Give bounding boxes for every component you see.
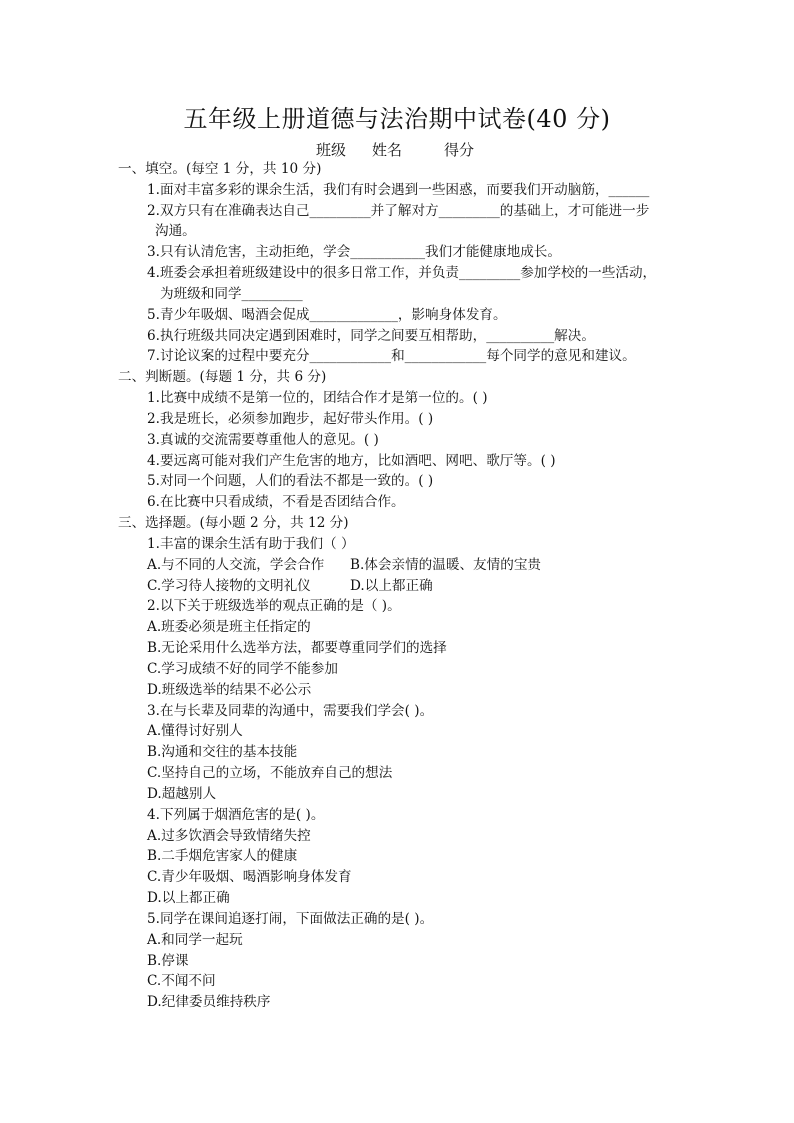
choice-option-c: C.学习成绩不好的同学不能参加 <box>147 661 338 677</box>
true-false-item: 2.我是班长，必须参加跑步，起好带头作用。( ) <box>147 411 434 427</box>
fill-blank-question-2-cont: 沟通。 <box>155 223 196 239</box>
choice-question-4: 4.下列属于烟酒危害的是( )。 <box>147 807 325 823</box>
true-false-item: 4.要远离可能对我们产生危害的地方，比如酒吧、网吧、歌厅等。( ) <box>147 453 556 469</box>
choice-option-c: C.学习待人接物的文明礼仪 <box>147 578 311 594</box>
page-title: 五年级上册道德与法治期中试卷(40 分) <box>183 105 611 133</box>
choice-option-d: D.超越别人 <box>147 786 217 802</box>
choice-option-d: D.班级选举的结果不必公示 <box>147 682 312 698</box>
fill-blank-question-2: 2.双方只有在准确表达自己_________并了解对方_________的基础上，才可能进一步 <box>147 203 650 219</box>
choice-question-2: 2.以下关于班级选举的观点正确的是（ )。 <box>147 598 401 614</box>
choice-option-a: A.过多饮酒会导致情绪失控 <box>147 828 311 844</box>
choice-option-a: A.与不同的人交流，学会合作 <box>147 557 325 573</box>
fill-blank-question-5: 5.青少年吸烟、喝酒会促成_____________，影响身体发育。 <box>147 307 507 323</box>
choice-option-c: C.不闻不问 <box>147 973 216 989</box>
section-heading-true-false: 二、判断题。(每题 1 分，共 6 分) <box>118 369 327 385</box>
true-false-item: 1.比赛中成绩不是第一位的，团结合作才是第一位的。( ) <box>147 390 488 406</box>
choice-question-3: 3.在与长辈及同辈的沟通中，需要我们学会( )。 <box>147 703 434 719</box>
choice-option-b: B.沟通和交往的基本技能 <box>147 744 298 760</box>
choice-question-5: 5.同学在课间追逐打闹，下面做法正确的是( )。 <box>147 911 434 927</box>
choice-option-d: D.以上都正确 <box>147 890 230 906</box>
choice-option-a: A.和同学一起玩 <box>147 932 243 948</box>
choice-option-b: B.停课 <box>147 953 189 969</box>
class-label: 班级 <box>316 141 347 159</box>
name-label: 姓名 <box>372 141 403 159</box>
fill-blank-question-6: 6.执行班级共同决定遇到困难时，同学之间要互相帮助，__________解决。 <box>147 328 595 344</box>
choice-option-b: B.无论采用什么选举方法，都要尊重同学们的选择 <box>147 640 447 656</box>
fill-blank-question-7: 7.讨论议案的过程中要充分____________和____________每个同学的意见和建议。 <box>147 348 636 364</box>
choice-option-b: B.体会亲情的温暖、友情的宝贵 <box>350 557 542 573</box>
choice-option-a: A.班委必须是班主任指定的 <box>147 619 311 635</box>
choice-option-b: B.二手烟危害家人的健康 <box>147 848 298 864</box>
true-false-item: 3.真诚的交流需要尊重他人的意见。( ) <box>147 432 379 448</box>
section-heading-fill-blank: 一、填空。(每空 1 分，共 10 分) <box>118 161 322 177</box>
fill-blank-question-4: 4.班委会承担着班级建设中的很多日常工作，并负责_________参加学校的一些活动， <box>147 265 657 281</box>
choice-question-1: 1.丰富的课余生活有助于我们（ ） <box>147 536 355 552</box>
choice-option-c: C.青少年吸烟、喝酒影响身体发育 <box>147 869 352 885</box>
choice-option-d: D.纪律委员维持秩序 <box>147 994 271 1010</box>
choice-option-d: D.以上都正确 <box>350 578 433 594</box>
choice-option-a: A.懂得讨好别人 <box>147 723 243 739</box>
true-false-item: 5.对同一个问题，人们的看法不都是一致的。( ) <box>147 473 434 489</box>
score-label: 得分 <box>444 141 475 159</box>
choice-option-c: C.坚持自己的立场，不能放弃自己的想法 <box>147 765 393 781</box>
fill-blank-question-1: 1.面对丰富多彩的课余生活，我们有时会遇到一些困惑，而要我们开动脑筋，______ <box>147 182 650 198</box>
true-false-item: 6.在比赛中只看成绩，不看是否团结合作。 <box>147 494 405 510</box>
fill-blank-question-4-cont: 为班级和同学_________ <box>160 286 303 302</box>
student-info-row <box>0 139 794 159</box>
section-heading-multiple-choice: 三、选择题。(每小题 2 分，共 12 分) <box>118 515 349 531</box>
fill-blank-question-3: 3.只有认清危害，主动拒绝，学会___________我们才能健康地成长。 <box>147 244 561 260</box>
